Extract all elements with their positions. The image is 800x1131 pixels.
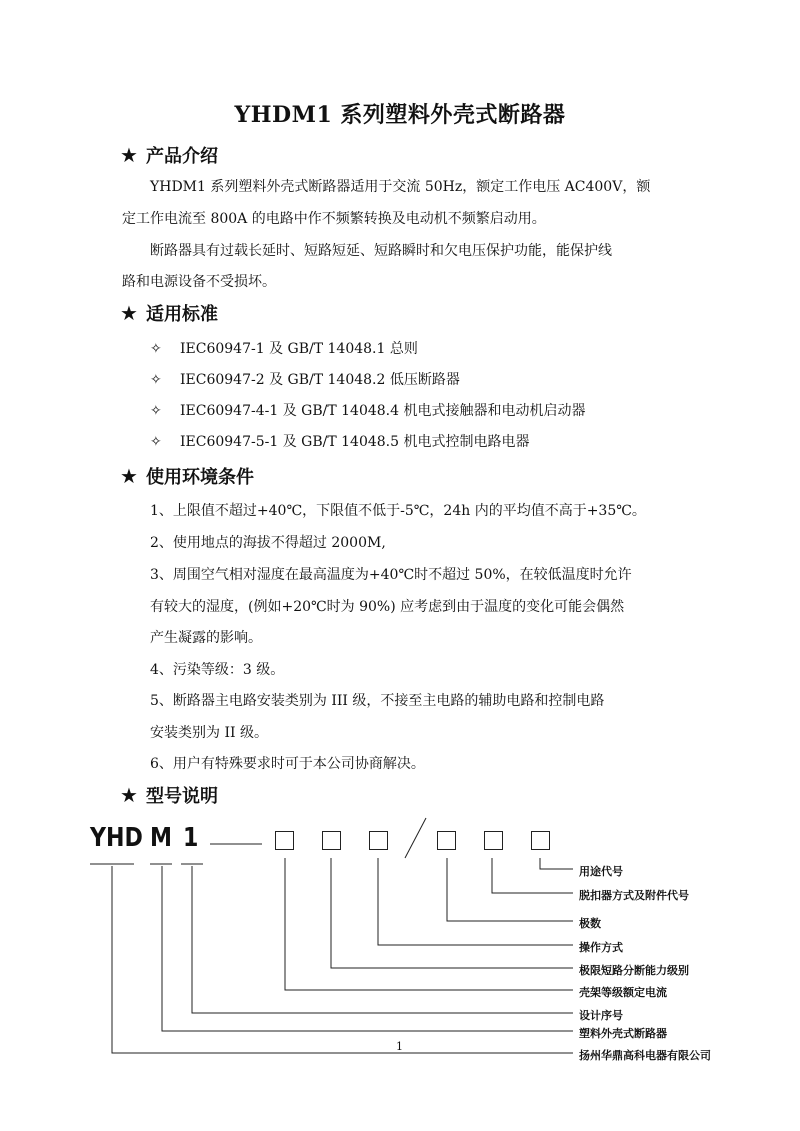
- diamond-bullet-icon: ✧: [150, 403, 162, 419]
- label-breaking-capacity: 极限短路分断能力级别: [579, 964, 689, 977]
- label-trip-accessory-code: 脱扣器方式及附件代号: [579, 889, 689, 902]
- label-poles: 极数: [579, 917, 601, 930]
- intro-paragraph-1-line-2: 定工作电流至 800A 的电路中作不频繁转换及电动机不频繁启动用。: [122, 211, 546, 227]
- label-design-serial: 设计序号: [579, 1009, 623, 1022]
- model-slot-box: [531, 831, 550, 850]
- star-icon: ★: [120, 464, 138, 488]
- intro-paragraph-2-line-2: 路和电源设备不受损坏。: [122, 274, 276, 290]
- page-number: 1: [396, 1040, 403, 1053]
- diamond-bullet-icon: ✧: [150, 341, 162, 357]
- label-usage-code: 用途代号: [579, 865, 623, 878]
- model-slot-box: [437, 831, 456, 850]
- intro-paragraph-1-line-1: YHDM1 系列塑料外壳式断路器适用于交流 50Hz，额定工作电压 AC400V，额: [150, 179, 651, 195]
- label-frame-current: 壳架等级额定电流: [579, 986, 667, 999]
- env-item-5-line-2: 安装类别为 II 级。: [150, 725, 268, 741]
- env-item-5-line-1: 5、断路器主电路安装类别为 III 级，不接至主电路的辅助电路和控制电路: [150, 693, 605, 709]
- section-title: 适用标准: [146, 304, 218, 325]
- env-item-4: 4、污染等级：3 级。: [150, 662, 285, 678]
- env-item-6: 6、用户有特殊要求时可于本公司协商解决。: [150, 756, 425, 772]
- model-code-yhd: YHD: [90, 823, 143, 853]
- env-item-1: 1、上限值不超过+40℃，下限值不低于-5℃，24h 内的平均值不高于+35℃。: [150, 503, 646, 519]
- model-code-m: M: [150, 823, 172, 853]
- model-slot-box: [484, 831, 503, 850]
- label-mccb: 塑料外壳式断路器: [579, 1027, 667, 1040]
- section-title: 型号说明: [146, 786, 218, 807]
- intro-paragraph-2-line-1: 断路器具有过载长延时、短路短延、短路瞬时和欠电压保护功能，能保护线: [150, 243, 612, 259]
- star-icon: ★: [120, 143, 138, 167]
- model-slot-box: [275, 831, 294, 850]
- standard-item: ✧ IEC60947-5-1 及 GB/T 14048.5 机电式控制电路电器: [150, 434, 530, 450]
- section-title: 使用环境条件: [146, 467, 254, 488]
- label-operation-mode: 操作方式: [579, 941, 623, 954]
- model-code-1: 1: [183, 823, 199, 853]
- model-slot-box: [322, 831, 341, 850]
- diamond-bullet-icon: ✧: [150, 372, 162, 388]
- model-slot-box: [369, 831, 388, 850]
- env-item-3-line-3: 产生凝露的影响。: [150, 630, 262, 646]
- diamond-bullet-icon: ✧: [150, 434, 162, 450]
- env-item-3-line-1: 3、周围空气相对湿度在最高温度为+40℃时不超过 50%，在较低温度时允许: [150, 567, 632, 583]
- page-title: YHDM1 系列塑料外壳式断路器: [234, 102, 566, 128]
- env-item-2: 2、使用地点的海拔不得超过 2000M,: [150, 535, 386, 551]
- star-icon: ★: [120, 301, 138, 325]
- standard-item: ✧ IEC60947-2 及 GB/T 14048.2 低压断路器: [150, 372, 460, 388]
- section-title: 产品介绍: [146, 146, 218, 167]
- star-icon: ★: [120, 783, 138, 807]
- standard-item: ✧ IEC60947-4-1 及 GB/T 14048.4 机电式接触器和电动机启动器: [150, 403, 586, 419]
- standard-item: ✧ IEC60947-1 及 GB/T 14048.1 总则: [150, 341, 418, 357]
- env-item-3-line-2: 有较大的湿度，(例如+20℃时为 90%) 应考虑到由于温度的变化可能会偶然: [150, 599, 625, 615]
- label-company: 扬州华鼎高科电器有限公司: [579, 1049, 711, 1062]
